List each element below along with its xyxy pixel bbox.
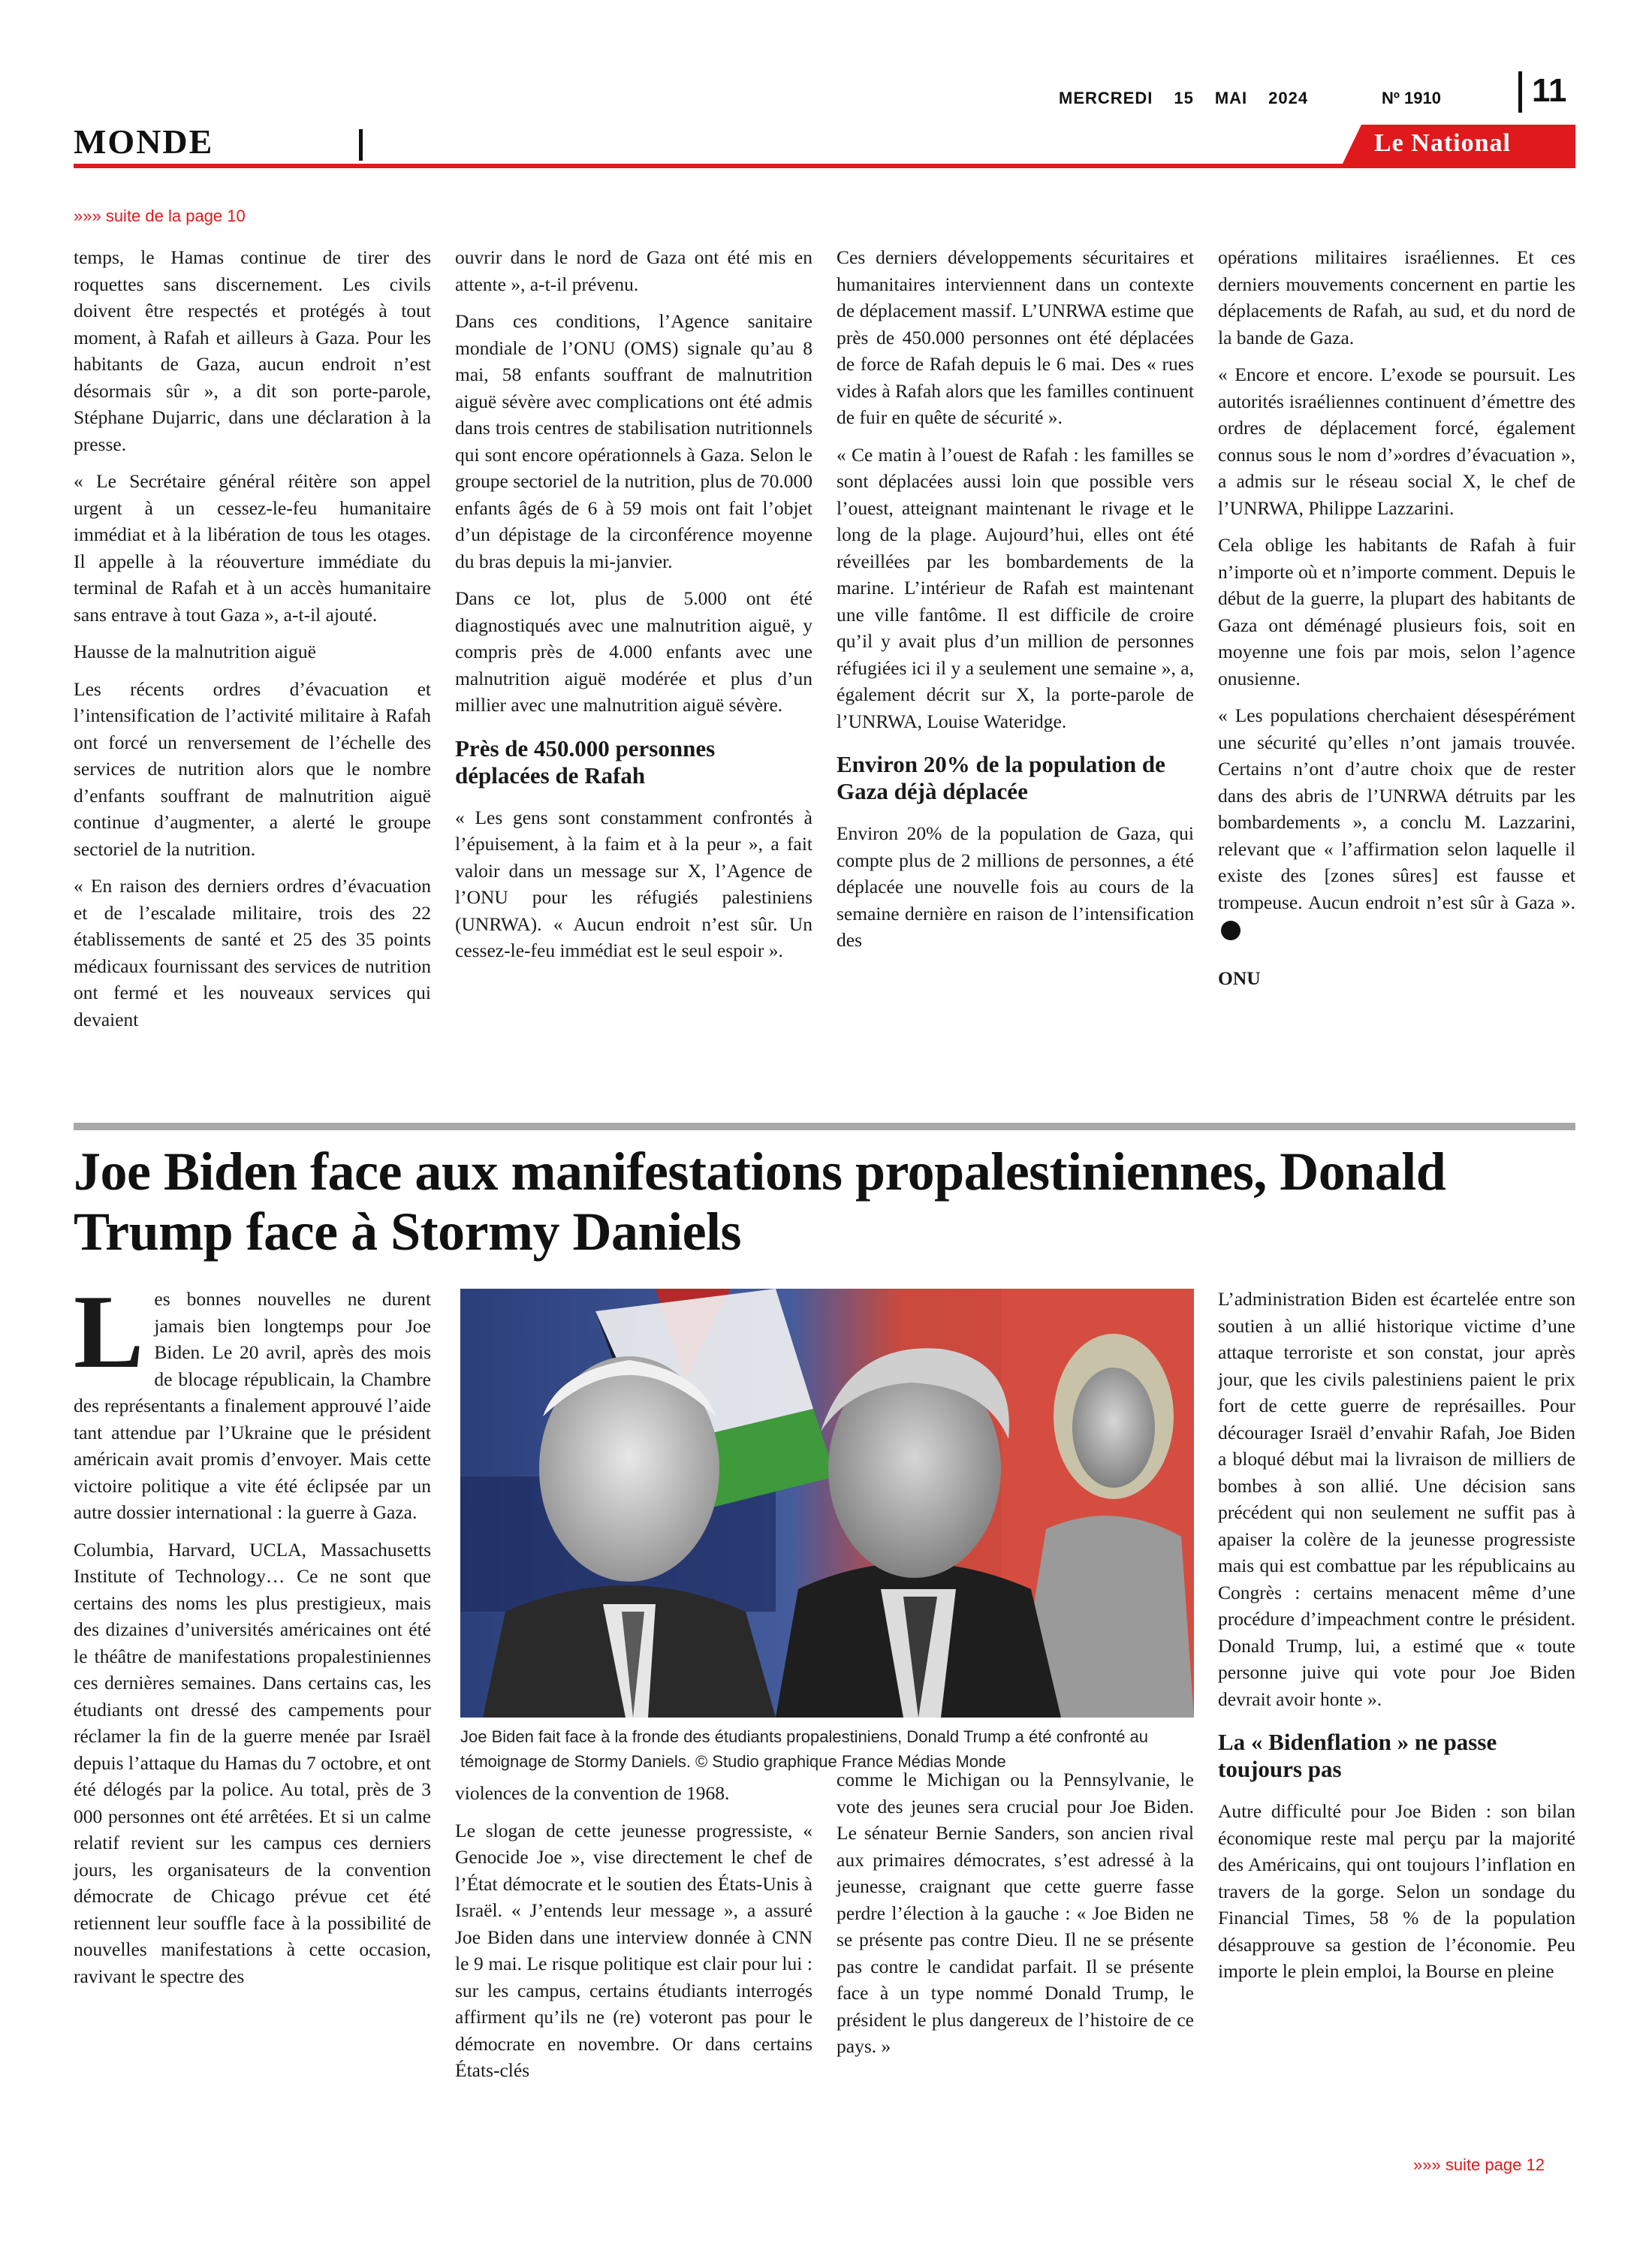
subheading: Hausse de la malnutrition aiguë: [74, 641, 316, 662]
paragraph-text: « Les populations cherchaient désespérément une sécurité qu’elles n’ont jamais trouvée. Certains n’ont d’autre choix que de rester dans des abris de l’UNRWA détruits par les bombardements », a conclu M. Lazzarini, relevant que « l’affirmation selon laquelle il existe des [zones sûres] est fausse et trompeuse. Aucun endroit n’est sûr à Gaza ».: [1218, 704, 1575, 913]
main-article-column-4: [1218, 1286, 1575, 1995]
paragraph: comme le Michigan ou la Pennsylvanie, le vote des jeunes sera crucial pour Joe Biden. Le sénateur Bernie Sanders, son ancien rival aux primaires démocrates, s’est adressé à la jeunesse, craignant que cette guerre fasse perdre l’élection à la gauche : « Joe Biden ne se présente pas contre Dieu. Il ne se présente pas contre le candidat parfait. Il se présente face à un type nommé Donald Trump, le président le plus dangereux de l’histoire de ce pays. »: [837, 1769, 1194, 2057]
page-number: 11: [1532, 72, 1567, 109]
paragraph: Ces derniers développements sécuritaires et humanitaires interviennent dans un contexte de déplacement massif. L’UNRWA estime que près de 450.000 personnes ont été déplacées de force de Rafah depuis le 6 mai. Des « rues vides à Rafah alors que les familles continuent de fuir en quête de sécurité ».: [837, 246, 1194, 428]
paragraph: « Les gens sont constamment confrontés à l’épuisement, à la faim et à la peur », a fait valoir dans un message sur X, l’Agence de l’ONU pour les réfugiés palestiniens (UNRWA). « Aucun endroit n’est sûr. Un cessez-le-feu immédiat est le seul espoir ».: [455, 806, 812, 961]
continued-on: »»» suite page 12: [1413, 2155, 1545, 2174]
paragraph: Le slogan de cette jeunesse progressiste, « Genocide Joe », vise directement le chef de l’État démocrate et le soutien des États-Unis à Israël. « J’entends leur message », a assuré Joe Biden dans une interview donnée à CNN le 9 mai. Le risque politique est clair pour lui : sur les campus, certains étudiants interrogés affirment qu’ils ne (re) voteront pas pour le démocrate en novembre. Or dans certains États-clés: [455, 1819, 812, 2081]
article-separator: [74, 1123, 1575, 1130]
main-article-column-3: [837, 1766, 1194, 2071]
paragraph: « Encore et encore. L’exode se poursuit. Les autorités israéliennes continuent d’émettre des ordres de déplacement forcé, également connus sous le nom d’»ordres d’évacuation », a admis sur le réseau social X, le chef de l’UNRWA, Philippe Lazzarini.: [1218, 363, 1575, 519]
top-article-column-3: [837, 244, 1194, 964]
issue-number: Nº 1910: [1382, 89, 1441, 107]
section-divider: [359, 129, 363, 161]
paragraph: Cela oblige les habitants de Rafah à fuir n’importe où et n’importe comment. Depuis le début de la guerre, la plupart des habitants de Gaza ont déménagé plusieurs fois, soit en moyenne une fois par mois, selon l’agence onusienne.: [1218, 534, 1575, 689]
continued-from: »»» suite de la page 10: [74, 207, 246, 225]
article-signature: ONU: [1218, 967, 1261, 989]
paragraph: « En raison des derniers ordres d’évacuation et de l’escalade militaire, trois des 22 établissements de santé et 25 des 35 points médicaux fournissant des services de nutrition ont fermé et les nouveaux services qui devaient: [74, 875, 431, 1030]
end-of-article-icon: [1221, 921, 1241, 940]
paragraph: Autre difficulté pour Joe Biden : son bilan économique reste mal perçu par la majorité des Américains, qui ont toujours l’inflation en travers de la gorge. Selon un sondage du Financial Times, 58 % de la population désapprouve sa gestion de l’économie. Peu importe le plein emploi, la Bourse en pleine: [1218, 1800, 1575, 1982]
paragraph: Dans ces conditions, l’Agence sanitaire mondiale de l’ONU (OMS) signale qu’au 8 mai, 58 enfants souffrant de malnutrition aiguë sévère avec complications ont été admis dans trois centres de stabilisation nutritionnels qui sont encore opérationnels à Gaza. Selon le groupe sectoriel de la nutrition, plus de 70.000 enfants âgés de 6 à 59 mois ont fait l’objet d’un dépistage de la circonférence moyenne du bras depuis la mi-janvier.: [455, 310, 812, 572]
header-divider: [1518, 71, 1522, 113]
issue-date: MERCREDI 15 MAI 2024: [1059, 89, 1309, 107]
paragraph: temps, le Hamas continue de tirer des roquettes sans discernement. Les civils doivent être respectés et protégés à tout moment, à Rafah et ailleurs à Gaza. Pour les habitants de Gaza, aucun endroit n’est désormais sûr », a dit son porte-parole, Stéphane Dujarric, dans une déclaration à la presse.: [74, 246, 431, 455]
section-title: MONDE: [74, 122, 214, 161]
top-article-column-2: [455, 244, 812, 975]
paragraph: [74, 1274, 431, 1526]
photo-caption: Joe Biden fait face à la fronde des étudiants propalestiniens, Donald Trump a été confronté au témoignage de Stormy Daniels. © Studio graphique France Médias Monde: [460, 1727, 1149, 1771]
main-article-column-1: [74, 1274, 431, 2000]
photo-illustration: [460, 1289, 1194, 1718]
paragraph: « Ce matin à l’ouest de Rafah : les familles se sont déplacées aussi loin que possible vers l’ouest, atteignant maintenant le rivage et le long de la plage. Aujourd’hui, elles ont été réveillées par les bombardements de la marine. L’intérieur de Rafah est maintenant une ville fantôme. Il est difficile de croire qu’il y avait plus d’un million de personnes réfugiées ici il y a seulement une semaine », a, également décrit sur X, la porte-parole de l’UNRWA, Louise Wateridge.: [837, 443, 1194, 732]
brand-name: Le National: [1374, 129, 1511, 157]
paragraph: Les récents ordres d’évacuation et l’intensification de l’activité militaire à Rafah ont forcé un renversement de l’échelle des services de nutrition alors que le nombre d’enfants souffrant de malnutrition aiguë continue d’augmenter, a alerté le groupe sectoriel de la nutrition.: [74, 677, 431, 860]
paragraph: Columbia, Harvard, UCLA, Massachusetts Institute of Technology… Ce ne sont que certains des noms les plus prestigieux, mais des dizaines d’universités américaines ont été le théâtre de manifestations propalestiniennes ces dernières semaines. Dans certains cas, les étudiants ont dressé des campements pour réclamer la fin de la guerre menée par Israël depuis l’attaque du Hamas du 7 octobre, et ont été délogés par la police. Au total, près de 3 000 personnes ont été arrêtées. Et si un calme relatif revient sur les campus ces derniers jours, les organisateurs de la convention démocrate de Chicago prévue cet été retiennent leur souffle face à la possibilité de nouvelles manifestations à cette occasion, ravivant le spectre des: [74, 1538, 431, 1987]
paragraph: Dans ce lot, plus de 5.000 ont été diagnostiqués avec une malnutrition aiguë, y compris près de 4.000 enfants avec une malnutrition aiguë modérée et plus d’un millier avec une malnutrition aiguë sévère.: [455, 587, 812, 716]
drop-cap: L: [74, 1274, 144, 1390]
paragraph: « Le Secrétaire général réitère son appel urgent à un cessez-le-feu humanitaire immédiat et à la libération de tous les otages. Il appelle à la réouverture immédiate du terminal de Rafah et à un accès humanitaire sans entrave à tout Gaza », a-t-il ajouté.: [74, 470, 431, 626]
main-article-column-2: [455, 1780, 812, 2095]
article-photo: [460, 1289, 1194, 1718]
paragraph: violences de la convention de 1968.: [455, 1782, 730, 1804]
paragraph: [1218, 702, 1575, 943]
paragraph: Environ 20% de la population de Gaza, qui compte plus de 2 millions de personnes, a été déplacée une nouvelle fois au cours de la semaine dernière en raison de l’intensification des: [837, 822, 1194, 951]
top-article-column-4: [1218, 244, 1575, 1002]
paragraph: ouvrir dans le nord de Gaza ont été mis en attente », a-t-il prévenu.: [455, 246, 812, 295]
main-headline: Joe Biden face aux manifestations propalestiniennes, Donald Trump face à Stormy Daniels: [74, 1142, 1446, 1262]
subheading: Environ 20% de la population de Gaza déjà déplacée: [837, 751, 1165, 804]
subheading: La « Bidenflation » ne passe toujours pas: [1218, 1729, 1497, 1782]
subheading: Près de 450.000 personnes déplacées de Rafah: [455, 734, 716, 789]
top-article-column-1: [74, 244, 431, 1043]
paragraph: opérations militaires israéliennes. Et ces derniers mouvements concernent en partie les déplacements de Rafah, au sud, et du nord de la bande de Gaza.: [1218, 246, 1575, 348]
paragraph: L’administration Biden est écartelée entre son soutien à un allié historique victime d’une attaque terroriste et son constat, jour après jour, que les civils palestiniens paient le prix fort de cette guerre de représailles. Pour décourager Israël d’envahir Rafah, Joe Biden a bloqué début mai la livraison de milliers de bombes à son allié. Une décision sans précédent qui non seulement ne suffit pas à apaiser la colère de la jeunesse progressiste mais qui est combattue par les républicains au Congrès : certains menacent même d’une procédure d’impeachment contre le président. Donald Trump, lui, a estimé que « toute personne juive qui vote pour Joe Biden devrait avoir honte ».: [1218, 1288, 1575, 1710]
paragraph-text: es bonnes nouvelles ne durent jamais bien longtemps pour Joe Biden. Le 20 avril, après des mois de blocage républicain, la Chambre des représentants a finalement approuvé l’aide tant attendue par l’Ukraine que le président américain avait promis d’envoyer. Mais cette victoire politique a vite été éclipsée par un autre dossier international : la guerre à Gaza.: [74, 1288, 431, 1523]
